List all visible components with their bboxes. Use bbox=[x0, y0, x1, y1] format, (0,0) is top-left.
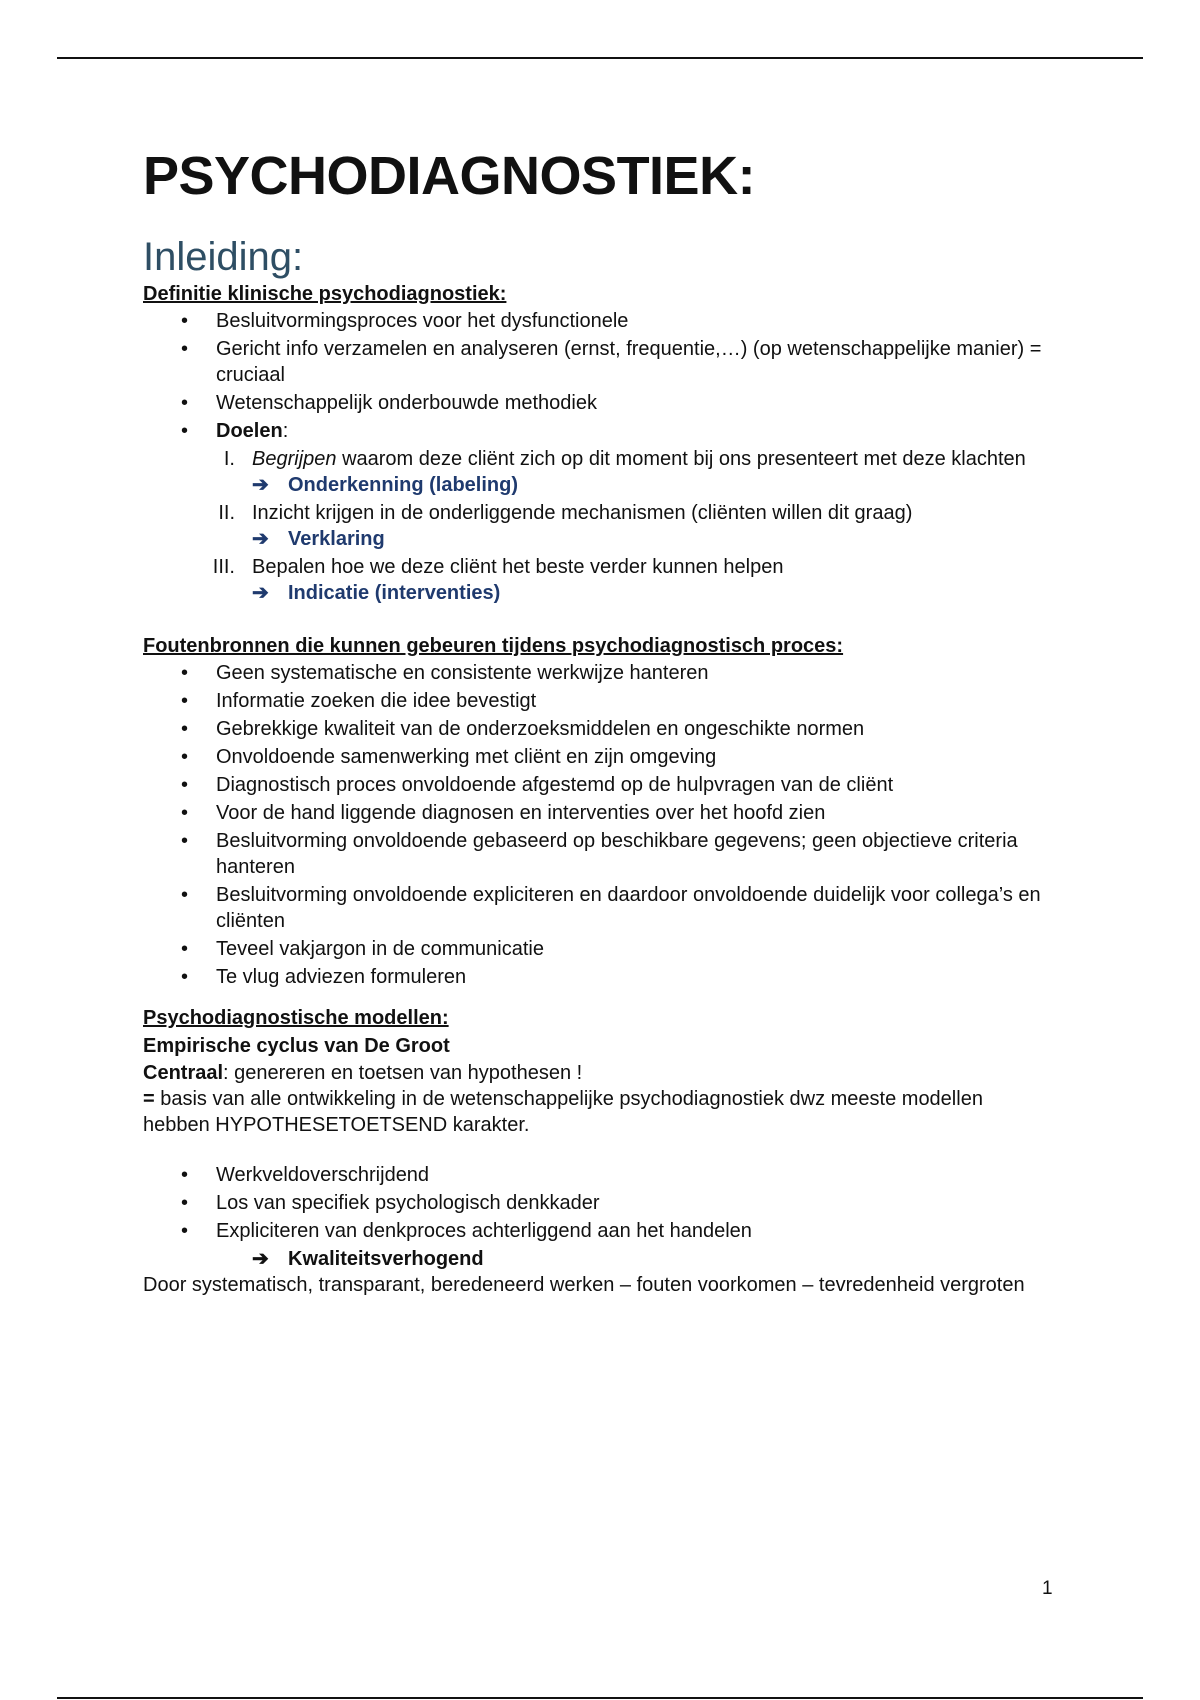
goal-result bbox=[252, 472, 1043, 498]
list-item: • Gericht info verzamelen en analyseren (ernst, frequentie,…) (op wetenschappelijke manier) = cruciaal bbox=[143, 336, 1043, 388]
list-item: • Diagnostisch proces onvoldoende afgestemd op de hulpvragen van de cliënt bbox=[143, 772, 1043, 798]
page-title: PSYCHODIAGNOSTIEK: bbox=[143, 146, 756, 206]
goal-result-text: Onderkenning (labeling) bbox=[288, 474, 519, 496]
basis-label: = bbox=[143, 1088, 155, 1110]
list-item: • Informatie zoeken die idee bevestigt bbox=[143, 688, 1043, 714]
goal-text: Inzicht krijgen in de onderliggende mechanismen (cliënten willen dit graag) bbox=[252, 502, 913, 524]
list-item: • Wetenschappelijk onderbouwde methodiek bbox=[143, 390, 1043, 416]
central-label: Centraal bbox=[143, 1062, 224, 1084]
goal-result-text: Indicatie (interventies) bbox=[288, 582, 501, 604]
page-number: 1 bbox=[1042, 1578, 1053, 1599]
error-sources-heading: Foutenbronnen die kunnen gebeuren tijdens psychodiagnostisch proces: bbox=[143, 635, 844, 657]
list-item: • Gebrekkige kwaliteit van de onderzoeksmiddelen en ongeschikte normen bbox=[143, 716, 1043, 742]
closing-text: Door systematisch, transparant, beredeneerd werken – fouten voorkomen – tevredenheid vergroten bbox=[143, 1274, 1025, 1296]
document-body bbox=[143, 140, 1043, 1298]
list-item: • Geen systematische en consistente werkwijze hanteren bbox=[143, 660, 1043, 686]
goal-emphasis: Begrijpen bbox=[252, 448, 337, 470]
goal-text: Bepalen hoe we deze cliënt het beste verder kunnen helpen bbox=[252, 556, 784, 578]
section-title-inleiding: Inleiding: bbox=[143, 235, 304, 279]
models-subheading: Empirische cyclus van De Groot bbox=[143, 1035, 450, 1057]
footer-rule bbox=[57, 1697, 1143, 1699]
list-item: • Werkveldoverschrijdend bbox=[143, 1162, 1043, 1188]
list-item: • Besluitvorming onvoldoende gebaseerd op beschikbare gegevens; geen objectieve criteria hanteren bbox=[143, 828, 1043, 880]
goal-number: III. bbox=[212, 556, 235, 578]
arrow-right-icon: ➔ bbox=[252, 474, 269, 496]
goal-result bbox=[252, 526, 1043, 552]
error-sources-list bbox=[143, 660, 1043, 990]
definition-list bbox=[143, 308, 1043, 444]
arrow-right-icon: ➔ bbox=[252, 582, 269, 604]
arrow-right-icon: ➔ bbox=[252, 528, 269, 550]
list-item: • Te vlug adviezen formuleren bbox=[143, 964, 1043, 990]
basis-text: basis van alle ontwikkeling in de wetenschappelijke psychodiagnostiek dwz meeste modellen hebben HYPOTHESETOETSEND karakter. bbox=[143, 1088, 983, 1136]
goal-number: I. bbox=[223, 448, 235, 470]
list-item: • Los van specifiek psychologisch denkkader bbox=[143, 1190, 1043, 1216]
list-item: • Besluitvorming onvoldoende expliciteren en daardoor onvoldoende duidelijk voor collega’s en cliënten bbox=[143, 882, 1043, 934]
list-item: • Teveel vakjargon in de communicatie bbox=[143, 936, 1043, 962]
basis-line bbox=[143, 1086, 1043, 1138]
goal-result bbox=[252, 580, 1043, 606]
definition-heading: Definitie klinische psychodiagnostiek: bbox=[143, 283, 507, 305]
models-heading: Psychodiagnostische modellen: bbox=[143, 1007, 449, 1029]
goal-item bbox=[143, 446, 1043, 498]
list-item: • Expliciteren van denkproces achterliggend aan het handelen bbox=[143, 1218, 1043, 1244]
goal-number: II. bbox=[218, 502, 235, 524]
models-result bbox=[143, 1246, 1043, 1272]
goals-label: Doelen bbox=[216, 420, 283, 442]
list-item: • Besluitvormingsproces voor het dysfunctionele bbox=[143, 308, 1043, 334]
goal-item bbox=[143, 554, 1043, 606]
list-item: • Onvoldoende samenwerking met cliënt en zijn omgeving bbox=[143, 744, 1043, 770]
models-list bbox=[143, 1162, 1043, 1244]
goal-text: waarom deze cliënt zich op dit moment bij ons presenteert met deze klachten bbox=[336, 448, 1026, 470]
central-line bbox=[143, 1060, 1043, 1086]
goal-item bbox=[143, 500, 1043, 552]
list-item-goals: • Doelen: bbox=[143, 418, 1043, 444]
goals-list bbox=[143, 446, 1043, 606]
list-item: • Voor de hand liggende diagnosen en interventies over het hoofd zien bbox=[143, 800, 1043, 826]
central-text: : genereren en toetsen van hypothesen ! bbox=[223, 1062, 583, 1084]
models-result-text: Kwaliteitsverhogend bbox=[288, 1248, 484, 1270]
goal-result-text: Verklaring bbox=[288, 528, 385, 550]
arrow-right-icon: ➔ bbox=[252, 1248, 269, 1270]
header-rule bbox=[57, 57, 1143, 59]
